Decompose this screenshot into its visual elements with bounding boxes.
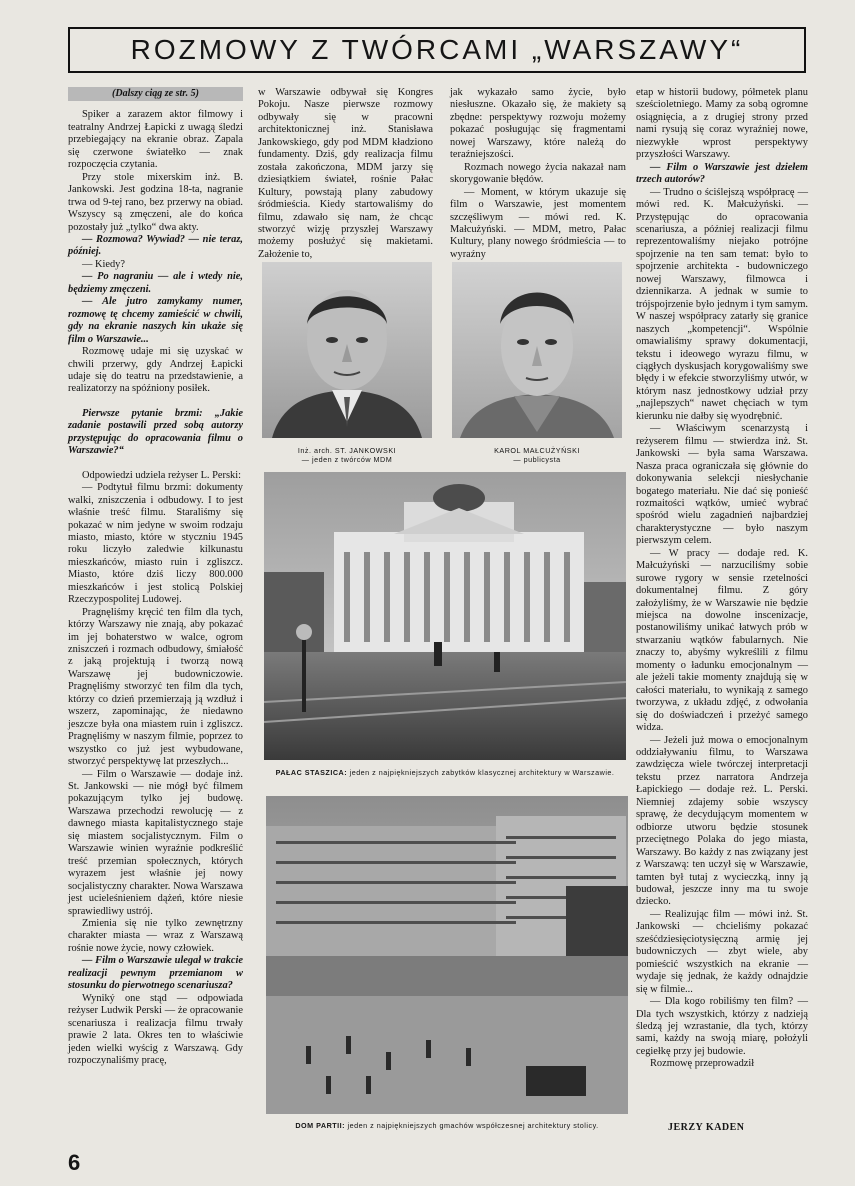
article-paragraph: Wyniký one stąd — odpowiada reżyser Ludwik Perski — że opracowanie scenariusza i realizacja filmu trwały prawie 2 lata. Okres ten to właściwie jeden wielki wyścig z Warszawą. Gdy rozpoczynaliśmy pracę, [68,992,243,1066]
article-paragraph: — Film o Warszawie — dodaje inż. St. Jankowski — nie mógł być filmem pokazującym tylko jej budowę. Warszawa przechodzi rewolucję — z dawnego miasta kapitalistycznego staje się miastem socjalistycznym. Film o Warszawie winien wyraźnie podkreślić treść przemian społecznych, których wyrazem jest właśnie jej nowy socjalistyczny charakter. Nowa Warszawa jest ucieleśnieniem dążeń, które niesie sprawiedliwy ustrój. [68,768,243,917]
article-paragraph: Rozmach nowego życia nakazał nam skorygowanie błędów. [450,161,626,186]
article-paragraph: Spiker a zarazem aktor filmowy i teatralny Andrzej Łapicki z uwagą śledzi przebiegający na ekranie obraz. Zapala się czerwone światełko — znak rozpoczęcia czytania. [68,109,243,171]
caption-palac-staszica [264,768,626,777]
caption-malcuzynski-name: KAROL MAŁCUŻYŃSKI [494,446,580,455]
text-column-3 [450,87,626,261]
article-paragraph: jak wykazało samo życie, było niesłuszne. Okazało się, że makiety są zbędne: perspektywy rozwoju możemy pokazać posługując się fragmentami nowej Warszawy, które należą do teraźniejszości. [450,87,626,161]
article-paragraph: — Dla kogo robiliśmy ten film? — Dla tych wszystkich, którzy z nadzieją śledzą jej wzrastanie, dla tych, którzy sami, każdy na swoją miarę, położyli cegiełkę przy jej budowie. [636,996,808,1057]
article-paragraph: — Kiedy? [82,258,125,270]
article-paragraph: Odpowiedzi udziela reżyser L. Perski: [82,469,241,481]
caption-jankowski-name: Inż. arch. ST. JANKOWSKI [297,446,397,455]
photo-dom-partii [266,796,628,1114]
article-paragraph: — Trudno o ściślejszą współpracę — mówi red. K. Małcużyński. — Przystępując do opracowania scenariusza, a później realizacji filmu reprezentowaliśmy niejako potrójne spojrzenie na ten sam temat: było to spojrzenie architekta - budowniczego nowej Warszawy, filmowca i dziennikarza. A jednak w sumie to trójspojrzenie było jednym i tym samym. W naszej współpracy zatarły się granice naszych „kompetencji“. Wspólnie omawialiśmy sprawy dokumentacji, tekstu i ideowego wyrazu filmu, w ciągłych dyskusjach korygowaliśmy swe błędy i w efekcie stworzyliśmy utwór, w którym nasz jednostkowy udział przy „najlepszych“ nawet chęciach w tym kierunku nie dałby się wyodrębnić. [636,186,808,422]
article-paragraph: etap w historii budowy, półmetek planu sześcioletniego. Mamy za sobą ogromne osiągnięcia, a z drugiej strony przed nami rysują się coraz wyraźniej nowe, niezwykłe wprost perspektywy przyszłości Warszawy. [636,87,808,161]
article-paragraph: — Rozmowa? Wywiad? — nie teraz, później. [68,233,243,258]
portrait-malcuzynski [452,262,622,438]
continuation-note: (Dalszy ciąg ze str. 5) [68,87,243,101]
article-title-box [68,27,806,73]
caption-dom-partii [266,1121,628,1130]
text-column-2 [258,87,433,261]
article-paragraph: — Jeżeli już mowa o emocjonalnym oddziaływaniu filmu, to Warszawa zawdzięcza wiele twórczej interpretacji tekstu przez narratora Andrzeja Łapickiego — dodaje reż. L. Perski. Niemniej zdajemy sobie wszyscy sprawę, że decydującym momentem w odbiorze utworu będzie stosunek przeciętnego Polaka do jego miasta, Warszawy. Bo każdy z nas związany jest z Warszawą: ten uczył się w Warszawie, tamten był tutaj z wycieczką, inny ją budował, jeszcze inny ma tu swoje dziecko. [636,734,808,908]
photo-palac-staszica [264,472,626,760]
article-paragraph: — Po nagraniu — ale i wtedy nie, będziemy zmęczeni. [68,271,243,295]
article-paragraph: Przy stole mixerskim inż. B. Jankowski. Jest godzina 18-ta, nagranie trwa od 9-tej rano, bez przerwy na obiad. Wszyscy są zmęczeni, ale do końca pozostały już „tylko“ dwa akty. [68,171,243,233]
page-number: 6 [68,1150,81,1175]
caption-staszic-text: jeden z najpiękniejszych zabytków klasycznej architektury w Warszawie. [349,768,615,777]
paragraph-gap [68,458,243,470]
caption-partii-label: DOM PARTII: [295,1121,346,1130]
caption-staszic-label: PAŁAC STASZICA: [275,768,348,777]
caption-malcuzynski-role: — publicysta [513,455,561,464]
article-paragraph: — Ale jutro zamykamy numer, rozmowę tę chcemy zamieścić w chwili, gdy na ekranie naszych kin ukaże się film o Warszawie... [68,296,243,345]
article-paragraph: Pierwsze pytanie brzmi: „Jakie zadanie postawili przed sobą autorzy przystępując do opracowania filmu o Warszawie?“ [68,407,243,457]
article-paragraph: w Warszawie odbywał się Kongres Pokoju. Nasze pierwsze rozmowy odbywały się w pracowni architektonicznej inż. Stanisława Jankowskiego, gdy pod MDM kładziono fundamenty. Dziś, gdy realizacja filmu została zakończona, MDM jarzy się dziesiątkiem świateł, rośnie Pałac Kultury, powstają plany zabudowy śródmieścia. Kiedy startowaliśmy do filmu, zdawało się nam, że chcąc stworzyć wizję przyszłej Warszawy możemy posłużyć się makietami. Założenie to, [258,87,433,260]
article-paragraph: Rozmowę udaje mi się uzyskać w chwili przerwy, gdy Andrzej Łapicki udaje się do teatru na przedstawienie, a realizatorzy na spóźniony posiłek. [68,346,243,395]
portrait-jankowski [262,262,432,438]
article-title: ROZMOWY Z TWÓRCAMI „WARSZAWY“ [130,34,744,65]
article-paragraph: Pragnęliśmy kręcić ten film dla tych, którzy Warszawy nie znają, aby pokazać im jej bohaterstwo w walce, ogrom zniszczeń i rozmach odbudowy, śmiałość z jaką projektują i tworzą nową Warszawę jej budowniczowie. Pragnęliśmy stworzyć ten film dla tych, którzy co dzień przemierzają ją wzdłuż i wszerz, zapominając, że niedawno jeszcze była ona miastem ruin i zgliszcz. Pragnęliśmy w naszym filmie, poprzez to wszystko co już jest wybudowane, stworzyć perspektywę lat przeszłych... [68,606,243,768]
article-paragraph: Rozmowę przeprowadził [650,1058,755,1070]
article-paragraph: — Moment, w którym ukazuje się film o Warszawie, jest momentem szczęśliwym — mówi red. K. Małcużyński. — MDM, metro, Pałac Kultury, plany nowego śródmieścia — to wyraźny [450,186,626,260]
text-column-4 [636,87,808,1071]
article-paragraph: — Film o Warszawie jest dziełem trzech autorów? [636,161,808,186]
caption-malcuzynski [452,446,622,464]
caption-jankowski [262,446,432,464]
article-paragraph: — Właściwym scenarzystą i reżyserem filmu — stwierdza inż. St. Jankowski — była sama Warszawa. Nasza praca ograniczała się głównie do dokonywania selekcji niesłychanie bogatego materiału. Nie dać się ponieść rozmaitości wątków, umieć wybrać spośród wielu zagadnień najbardziej charakterystyczne — było naszym pierwszym celem. [636,423,808,547]
article-paragraph: — W pracy — dodaje red. K. Małcużyński — narzuciliśmy sobie surowe rygory w sensie rzetelności dokumentalnej filmu. Z góry założyliśmy, że w Warszawie nie będzie miejsca na dowolne inscenizacje, postanowiliśmy unikać łatwych prób w stwarzaniu wątków fabularnych. Nie znaczy to, abyśmy wykreślili z filmu momenty o ładunku emocjonalnym — ale jeżeli takie momenty znajdują się w całości materiału, to wynikają z samego tworzywa, z układu zdjęć, z odwołania się do doświadczeń i przeżyć samego widza. [636,547,808,734]
caption-partii-text: jeden z najpiękniejszych gmachów współczesnej architektury stolicy. [347,1121,599,1130]
article-paragraph: — Podtytuł filmu brzmi: dokumenty walki, zniszczenia i odbudowy. I to jest właśnie treść filmu. Staraliśmy się pokazać w nim jedyne w swoim rodzaju miasto, miasto, które w styczniu 1945 roku liczyło zaledwie kilkunastu mieszkańców, miasto ruin i zgliszcz. Miasto, które dziś liczy 800.000 mieszkańców i jest stolicą Polskiej Rzeczypospolitej Ludowej. [68,482,243,606]
article-paragraph: Zmienia się nie tylko zewnętrzny charakter miasta — wraz z Warszawą rośnie nowe życie, nowy człowiek. [68,918,243,954]
text-column-1 [68,87,243,1067]
article-paragraph: — Film o Warszawie ulegał w trakcie realizacji pewnym przemianom w stosunku do pierwotnego scenariusza? [68,955,243,992]
article-paragraph: — Realizując film — mówi inż. St. Jankowski — chcieliśmy pokazać sześćdziesięciotysięczną armię jej budowniczych — zbyt wiele, aby pomieścić wszystkich na ekranie — wydaje się jednak, że każdy odnajdzie się w filmie... [636,908,808,995]
author-signature: JERZY KADEN [668,1122,745,1133]
paragraph-gap [68,396,243,408]
caption-jankowski-role: — jeden z twórców MDM [301,455,393,464]
